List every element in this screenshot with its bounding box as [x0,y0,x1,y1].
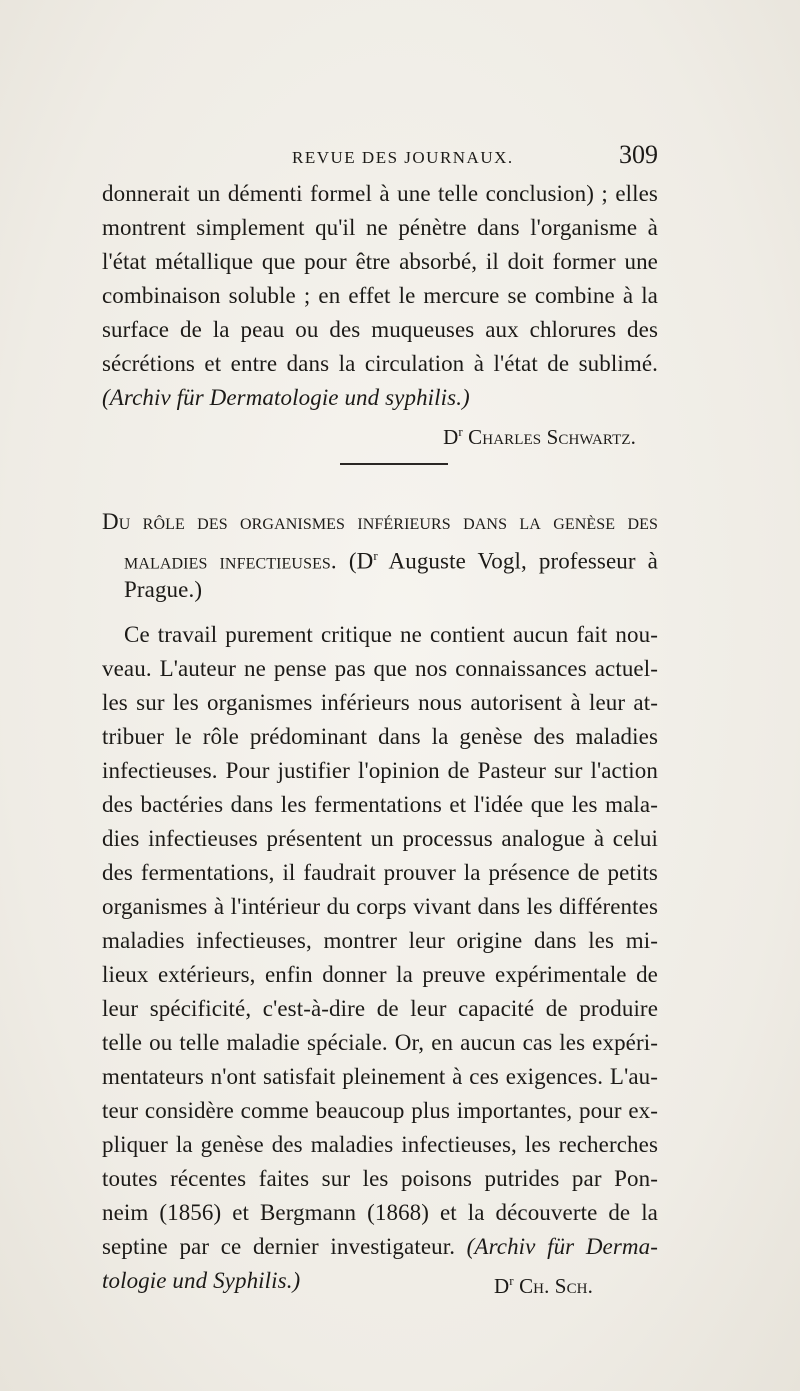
citation: (Archiv für Derma- [466,1234,658,1259]
title-sup: r [373,548,378,563]
signature-prefix: D [443,425,459,449]
text-line: combinaison soluble ; en effet le mercure se combine à la [102,283,658,308]
text-line: telle ou telle maladie spéciale. Or, en aucun cas les expéri- [102,1030,658,1055]
text-line: sécrétions et entre dans la circulation à l'état de sublimé. [102,351,658,376]
text-line: organismes à l'intérieur du corps vivant dans les différentes [102,894,658,919]
text-line: tribuer le rôle prédominant dans la genèse des maladies [102,724,658,749]
text-line: veau. L'auteur ne pense pas que nos connaissances actuel- [102,656,658,681]
text-line: neim (1856) et Bergmann (1868) et la découverte de la [102,1200,658,1225]
text-line: teur considère comme beaucoup plus importantes, pour ex- [102,1098,658,1123]
signature-sup: r [458,424,463,439]
citation: (Archiv für Dermatologie und syphilis.) [102,385,470,410]
text-line: infectieuses. Pour justifier l'opinion de Pasteur sur l'action [102,758,658,783]
page-number: 309 [619,140,658,169]
text-line: mentateurs n'ont satisfait pleinement à ces exigences. L'au- [102,1064,658,1089]
text-line: montrent simplement qu'il ne pénètre dans l'organisme à [102,215,658,240]
title-caps: maladies infectieuses. [124,548,337,574]
page-header [102,140,658,176]
title-author: Auguste Vogl, professeur à [377,548,658,574]
citation-line [102,381,658,415]
title-line [102,539,658,573]
signature-line [494,1264,593,1303]
section-2-title [102,505,658,607]
title-rest: (D [336,548,374,574]
text-line [102,1230,658,1264]
title-line: Prague.) [124,577,203,602]
text-line: pliquer la genèse des maladies infectieuses, les recherches [102,1132,658,1157]
text-line: donnerait un démenti formel à une telle conclusion) ; elles [102,181,658,206]
section-2-body [102,618,658,1298]
signature-line [102,415,658,449]
text-line: maladies infectieuses, montrer leur origine dans les mi- [102,928,658,953]
signature-prefix: D [494,1274,510,1298]
section-divider [340,463,448,465]
section-1-paragraph [102,177,658,449]
text-line-start: septine par ce dernier investigateur. [102,1234,456,1259]
text-line: des fermentations, il faudrait prouver la présence de petits [102,860,658,885]
text-line: Ce travail purement critique ne contient aucun fait nou- [124,622,658,647]
running-head: REVUE DES JOURNAUX. [292,148,514,167]
text-line: l'état métallique que pour être absorbé, il doit former une [102,249,658,274]
title-line: Du rôle des organismes inférieurs dans la genèse des [102,509,658,534]
text-line: surface de la peau ou des muqueuses aux chlorures des [102,317,658,342]
text-line: lieux extérieurs, enfin donner la preuve expérimentale de [102,962,658,987]
signature-author: Ch. Sch. [519,1274,593,1298]
text-line: les sur les organismes inférieurs nous autorisent à leur at- [102,690,658,715]
signature-author: Charles Schwartz. [468,425,636,449]
signature-sup: r [509,1273,514,1288]
citation-signature-line [102,1264,658,1298]
text-line: leur spécificité, c'est-à-dire de leur capacité de produire [102,996,658,1021]
text-line: dies infectieuses présentent un processus analogue à celui [102,826,658,851]
citation: tologie und Syphilis.) [102,1268,301,1293]
text-line: toutes récentes faites sur les poisons putrides par Pon- [102,1166,658,1191]
text-line: des bactéries dans les fermentations et l'idée que les mala- [102,792,658,817]
